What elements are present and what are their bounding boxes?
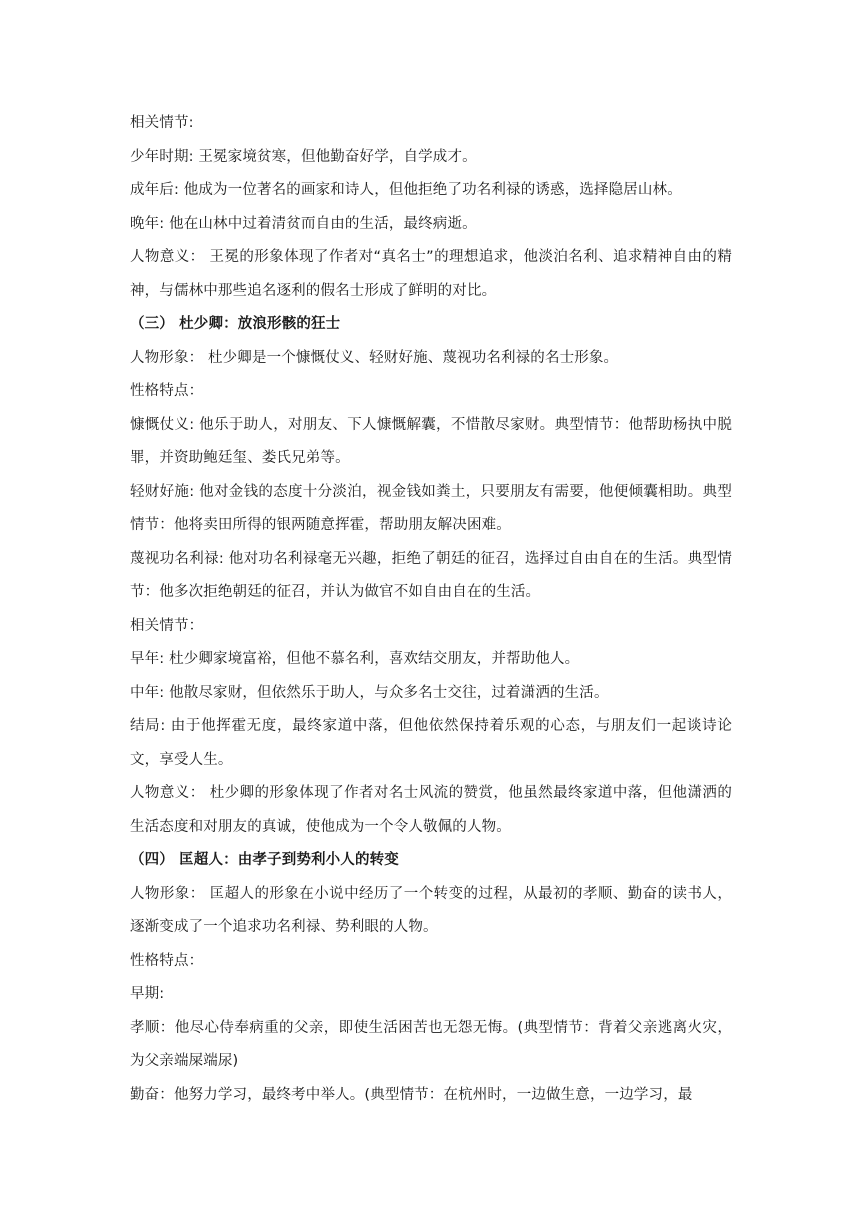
paragraph-kuang-image: 人物形象： 匡超人的形象在小说中经历了一个转变的过程，从最初的孝顺、勤奋的读书人，逐渐变成了一个追求功名利禄、势利眼的人物。 xyxy=(130,885,732,935)
paragraph-du-middle: 中年: 他散尽家财，但依然乐于助人，与众多名士交往，过着潇洒的生活。 xyxy=(130,684,609,701)
paragraph-related-plot-label: 相关情节: xyxy=(130,115,194,131)
paragraph-du-significance: 人物意义： 杜少卿的形象体现了作者对名士风流的赞赏，他虽然最终家道中落，但他潇洒的生活态度和对朋友的真诚，使他成为一个令人敬佩的人物。 xyxy=(130,785,732,835)
section-heading-kuang-chaoren: （四） 匡超人：由孝子到势利小人的转变 xyxy=(130,852,399,868)
paragraph-du-disdain-fame: 蔑视功名利禄: 他对功名利禄毫无兴趣，拒绝了朝廷的征召，选择过自由自在的生活。典型情节：他多次拒绝朝廷的征召，并认为做官不如自由自在的生活。 xyxy=(130,550,732,600)
paragraph-du-charitable: 轻财好施: 他对金钱的态度十分淡泊，视金钱如粪土，只要朋友有需要，他便倾囊相助。典型情节：他将卖田所得的银两随意挥霍，帮助朋友解决困难。 xyxy=(130,483,732,533)
paragraph-kuang-filial: 孝顺：他尽心侍奉病重的父亲，即使生活困苦也无怨无悔。(典型情节：背着父亲逃离火灾，为父亲端屎端尿) xyxy=(130,1019,732,1069)
document-body xyxy=(130,107,732,1112)
paragraph-wangmian-significance: 人物意义： 王冕的形象体现了作者对“真名士”的理想追求，他淡泊名利、追求精神自由的精神，与儒林中那些追名逐利的假名士形成了鲜明的对比。 xyxy=(130,249,732,299)
paragraph-wangmian-adulthood: 成年后: 他成为一位著名的画家和诗人，但他拒绝了功名利禄的诱惑，选择隐居山林。 xyxy=(130,182,682,198)
paragraph-du-ending: 结局: 由于他挥霍无度，最终家道中落，但他依然保持着乐观的心态，与朋友们一起谈诗论文，享受人生。 xyxy=(130,718,732,768)
paragraph-wangmian-youth: 少年时期: 王冕家境贫寒，但他勤奋好学，自学成才。 xyxy=(130,148,477,165)
paragraph-du-early: 早年: 杜少卿家境富裕，但他不慕名利，喜欢结交朋友，并帮助他人。 xyxy=(130,651,580,667)
paragraph-kuang-traits-label: 性格特点： xyxy=(130,952,204,969)
paragraph-kuang-diligent: 勤奋：他努力学习，最终考中举人。(典型情节：在杭州时，一边做生意，一边学习，最 xyxy=(130,1086,693,1103)
paragraph-wangmian-old-age: 晚年: 他在山林中过着清贫而自由的生活，最终病逝。 xyxy=(130,215,477,232)
paragraph-du-related-plot-label: 相关情节： xyxy=(130,617,204,634)
paragraph-du-traits-label: 性格特点： xyxy=(130,383,204,399)
paragraph-du-image: 人物形象： 杜少卿是一个慷慨仗义、轻财好施、蔑视功名利禄的名士形象。 xyxy=(130,349,619,366)
paragraph-du-generous: 慷慨仗义: 他乐于助人，对朋友、下人慷慨解囊，不惜散尽家财。典型情节：他帮助杨执中脱罪，并资助鲍廷玺、娄氏兄弟等。 xyxy=(130,416,732,466)
section-heading-du-shaoqing: （三） 杜少卿：放浪形骸的狂士 xyxy=(130,316,341,332)
paragraph-kuang-early-label: 早期: xyxy=(130,986,165,1002)
